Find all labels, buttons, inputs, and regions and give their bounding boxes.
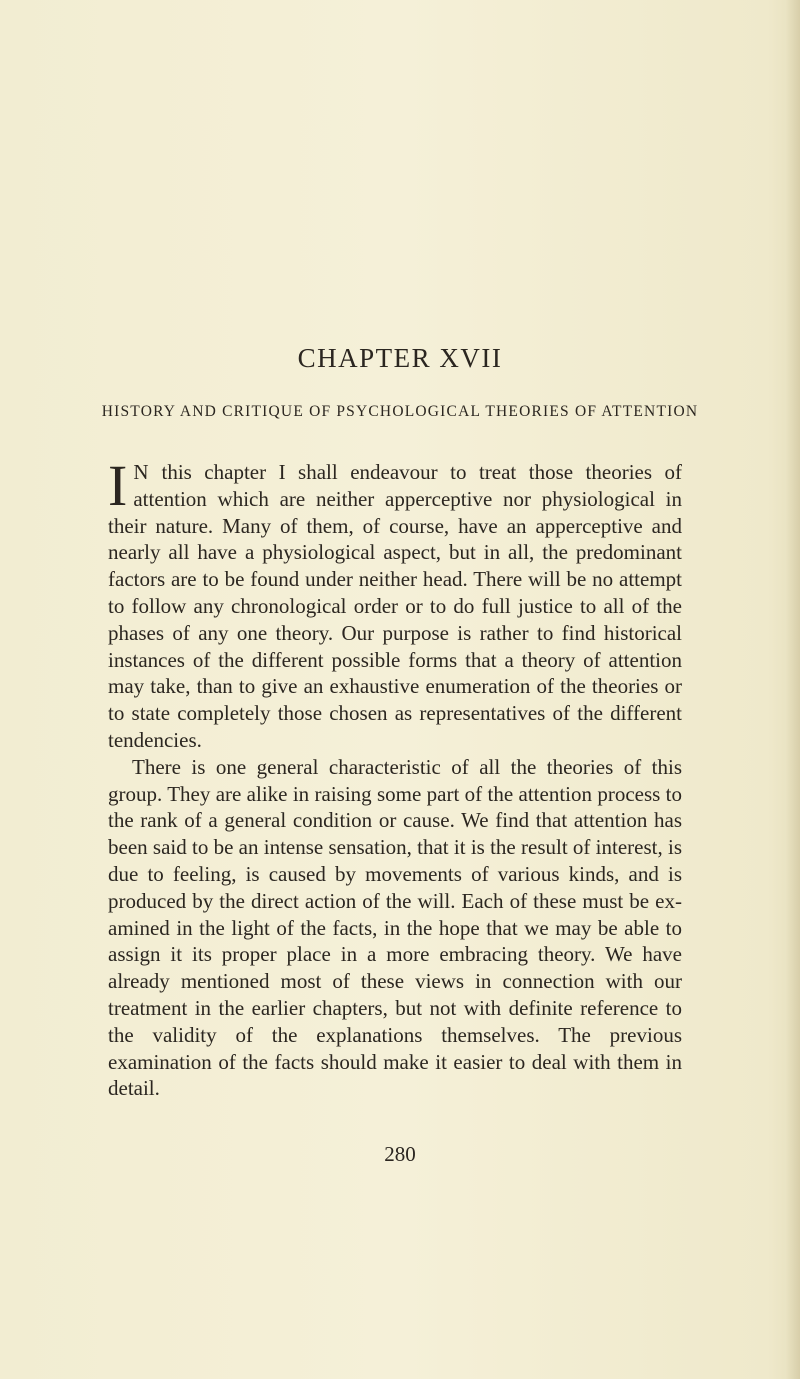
opening-caps: N [133,460,149,484]
chapter-body [108,453,682,1102]
chapter-heading: CHAPTER XVII [297,343,503,373]
paragraph-1-text: this chapter I shall endeavour to treat those theories of attention which are neither apperceptive nor physiological in their nature. Many of them, of course, have an apperceptive and nearly all have a physiological aspect, but in all, the predominant factors are to be found under neither head. There will be no attempt to follow any chronological order or to do full justice to all of the phases of any one theory. Our purpose is rather to find historical instances of the different possible forms that a theory of attention may take, than to give an exhaustive enumeration of the theories or to state completely those chosen as representatives of the different tendencies. [108,460,682,752]
paragraph-1 [108,453,682,754]
chapter-title: HISTORY AND CRITIQUE OF PSYCHOLOGICAL THEORIES OF ATTENTION [101,403,699,420]
page-edge-shadow [786,0,800,1379]
paragraph-2: There is one general characteristic of all the theories of this group. They are alike in raising some part of the attention process to the rank of a general condition or cause. We find that attention has been said to be an intense sensation, that it is the result of interest, is due to feeling, is caused by movements of various kinds, and is produced by the direct action of the will. Each of these must be examined in the light of the facts, in the hope that we may be able to assign it its proper place in a more embracing theory. We have already mentioned most of these views in connection with our treatment in the earlier chapters, but not with definite reference to the validity of the explanations themselves. The previous examination of the facts should make it easier to deal with them in detail. [108,754,682,1101]
page-number: 280 [384,1142,416,1166]
drop-cap: I [108,453,128,518]
